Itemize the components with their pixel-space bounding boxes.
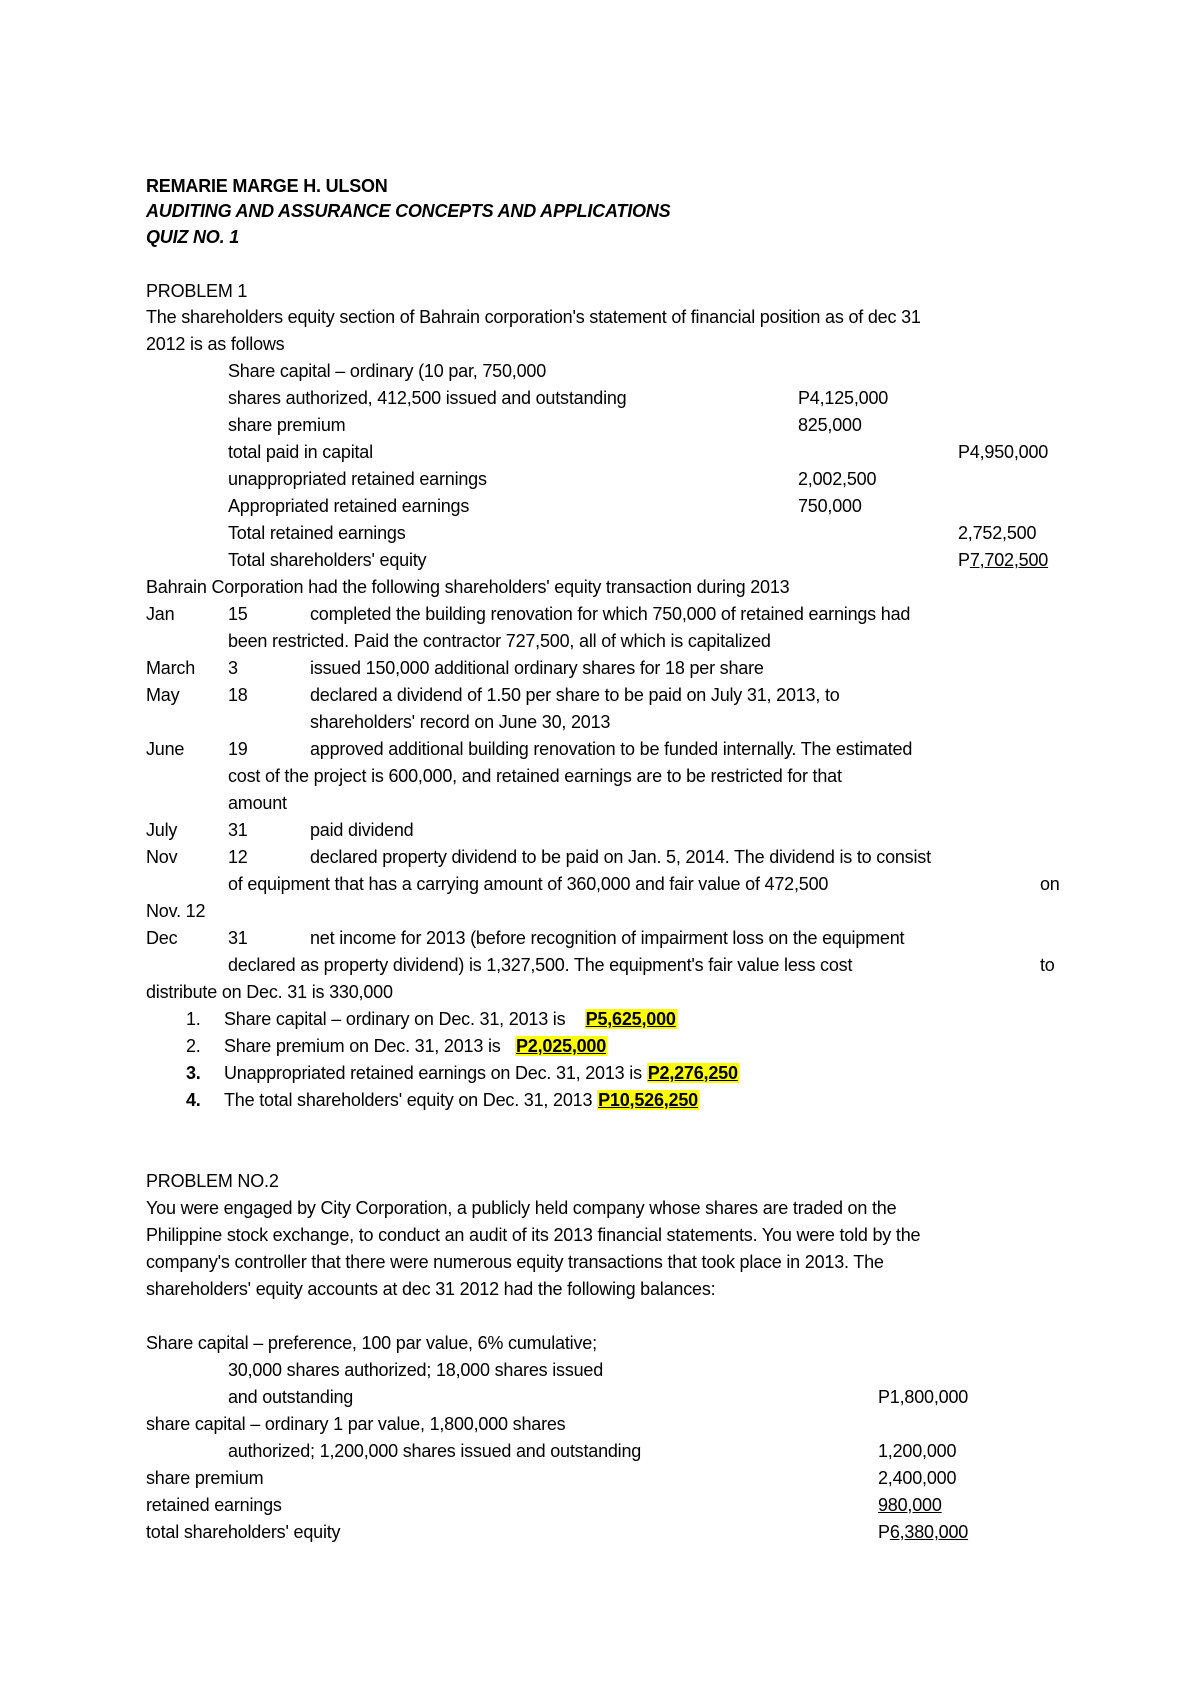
txn-month: Jan bbox=[146, 604, 175, 624]
sheet1-label: Share capital – ordinary (10 par, 750,000 bbox=[228, 361, 547, 381]
answer-text: The total shareholders' equity on Dec. 31, 2013 bbox=[224, 1090, 593, 1110]
sheet2-label: share capital – ordinary 1 par value, 1,800,000 shares bbox=[146, 1414, 566, 1434]
problem2-paragraph-line: company's controller that there were numerous equity transactions that took place in 2013. The bbox=[146, 1252, 884, 1272]
sheet2-label: share premium bbox=[146, 1468, 264, 1488]
txn-day: 31 bbox=[228, 928, 248, 948]
txn-text: distribute on Dec. 31 is 330,000 bbox=[146, 982, 393, 1002]
txn-text: been restricted. Paid the contractor 727,500, all of which is capitalized bbox=[228, 631, 771, 651]
sheet1-total: P4,950,000 bbox=[958, 442, 1049, 462]
author-name: REMARIE MARGE H. ULSON bbox=[146, 176, 388, 196]
sheet1-label: shares authorized, 412,500 issued and outstanding bbox=[228, 388, 627, 408]
course-title: AUDITING AND ASSURANCE CONCEPTS AND APPLICATIONS bbox=[146, 201, 671, 221]
sheet1-value: 825,000 bbox=[798, 415, 862, 435]
currency-prefix: P bbox=[958, 550, 970, 570]
sheet2-label: Share capital – preference, 100 par value, 6% cumulative; bbox=[146, 1333, 597, 1353]
txn-month: Nov bbox=[146, 847, 178, 867]
txn-month: May bbox=[146, 685, 180, 705]
sheet1-label: Appropriated retained earnings bbox=[228, 496, 470, 516]
txn-text: declared as property dividend) is 1,327,500. The equipment's fair value less cost bbox=[228, 955, 853, 975]
txn-day: 18 bbox=[228, 685, 248, 705]
problem2-paragraph-line: Philippine stock exchange, to conduct an audit of its 2013 financial statements. You were told by the bbox=[146, 1225, 921, 1245]
txn-text: shareholders' record on June 30, 2013 bbox=[310, 712, 611, 732]
sheet2-label: total shareholders' equity bbox=[146, 1522, 341, 1542]
sheet2-label: and outstanding bbox=[228, 1387, 354, 1407]
sheet1-value: 2,002,500 bbox=[798, 469, 877, 489]
answer-text: Share capital – ordinary on Dec. 31, 2013 is bbox=[224, 1009, 566, 1029]
txn-text: amount bbox=[228, 793, 287, 813]
txn-text: Nov. 12 bbox=[146, 901, 206, 921]
problem2-paragraph-line: You were engaged by City Corporation, a publicly held company whose shares are traded on the bbox=[146, 1198, 897, 1218]
answer-line bbox=[224, 1035, 607, 1057]
sheet2-value: 1,200,000 bbox=[878, 1441, 957, 1461]
txn-text: declared property dividend to be paid on Jan. 5, 2014. The dividend is to consist bbox=[310, 847, 931, 867]
txn-text: issued 150,000 additional ordinary shares for 18 per share bbox=[310, 658, 764, 678]
answer-line bbox=[224, 1062, 739, 1084]
sheet1-value: P4,125,000 bbox=[798, 388, 889, 408]
sheet1-label: unappropriated retained earnings bbox=[228, 469, 487, 489]
txn-day: 3 bbox=[228, 658, 238, 678]
txn-text: approved additional building renovation to be funded internally. The estimated bbox=[310, 739, 913, 759]
currency-prefix: P bbox=[878, 1522, 890, 1542]
sheet1-label: Total retained earnings bbox=[228, 523, 406, 543]
sheet2-value: 980,000 bbox=[878, 1495, 942, 1515]
answer-number: 1. bbox=[186, 1009, 201, 1029]
answer-number: 3. bbox=[186, 1063, 201, 1083]
sheet1-grand-total bbox=[958, 549, 1048, 571]
quiz-title: QUIZ NO. 1 bbox=[146, 227, 240, 247]
txn-text: on bbox=[1040, 874, 1060, 894]
answer-value: P5,625,000 bbox=[585, 1009, 676, 1029]
sheet2-value: P1,800,000 bbox=[878, 1387, 969, 1407]
txn-text: paid dividend bbox=[310, 820, 414, 840]
grand-total-value: 6,380,000 bbox=[889, 1522, 969, 1542]
answer-number: 2. bbox=[186, 1036, 201, 1056]
txn-text: to bbox=[1040, 955, 1055, 975]
answer-value: P2,276,250 bbox=[647, 1063, 738, 1083]
answer-line bbox=[224, 1089, 699, 1111]
txn-text: completed the building renovation for which 750,000 of retained earnings had bbox=[310, 604, 911, 624]
answer-value: P2,025,000 bbox=[515, 1036, 607, 1056]
problem2-title: PROBLEM NO.2 bbox=[146, 1171, 279, 1191]
txn-text: declared a dividend of 1.50 per share to be paid on July 31, 2013, to bbox=[310, 685, 840, 705]
txn-day: 31 bbox=[228, 820, 248, 840]
txn-month: June bbox=[146, 739, 185, 759]
problem1-intro-line: 2012 is as follows bbox=[146, 334, 285, 354]
txn-month: July bbox=[146, 820, 178, 840]
answer-line bbox=[224, 1008, 677, 1030]
txn-month: Dec bbox=[146, 928, 178, 948]
sheet1-label: Total shareholders' equity bbox=[228, 550, 427, 570]
problem1-intro-line: The shareholders equity section of Bahrain corporation's statement of financial position as of dec 31 bbox=[146, 307, 921, 327]
sheet2-label: 30,000 shares authorized; 18,000 shares issued bbox=[228, 1360, 604, 1380]
txn-text: of equipment that has a carrying amount of 360,000 and fair value of 472,500 bbox=[228, 874, 829, 894]
sheet1-label: total paid in capital bbox=[228, 442, 373, 462]
sheet2-grand-total bbox=[878, 1521, 968, 1543]
txn-day: 15 bbox=[228, 604, 248, 624]
answer-text: Share premium on Dec. 31, 2013 is bbox=[224, 1036, 501, 1056]
txn-text: net income for 2013 (before recognition of impairment loss on the equipment bbox=[310, 928, 905, 948]
sheet2-value: 2,400,000 bbox=[878, 1468, 957, 1488]
answer-text: Unappropriated retained earnings on Dec. 31, 2013 is bbox=[224, 1063, 642, 1083]
sheet2-label: retained earnings bbox=[146, 1495, 282, 1515]
grand-total-value: 7,702,500 bbox=[969, 550, 1049, 570]
problem1-title: PROBLEM 1 bbox=[146, 281, 248, 301]
sheet1-label: share premium bbox=[228, 415, 346, 435]
problem2-paragraph-line: shareholders' equity accounts at dec 31 2012 had the following balances: bbox=[146, 1279, 716, 1299]
sheet2-label: authorized; 1,200,000 shares issued and outstanding bbox=[228, 1441, 642, 1461]
txn-day: 12 bbox=[228, 847, 248, 867]
answer-value: P10,526,250 bbox=[598, 1090, 698, 1110]
txn-month: March bbox=[146, 658, 196, 678]
answer-number: 4. bbox=[186, 1090, 201, 1110]
txn-text: cost of the project is 600,000, and retained earnings are to be restricted for that bbox=[228, 766, 842, 786]
sheet1-total: 2,752,500 bbox=[958, 523, 1037, 543]
transactions-intro: Bahrain Corporation had the following shareholders' equity transaction during 2013 bbox=[146, 577, 790, 597]
sheet1-value: 750,000 bbox=[798, 496, 862, 516]
txn-day: 19 bbox=[228, 739, 248, 759]
